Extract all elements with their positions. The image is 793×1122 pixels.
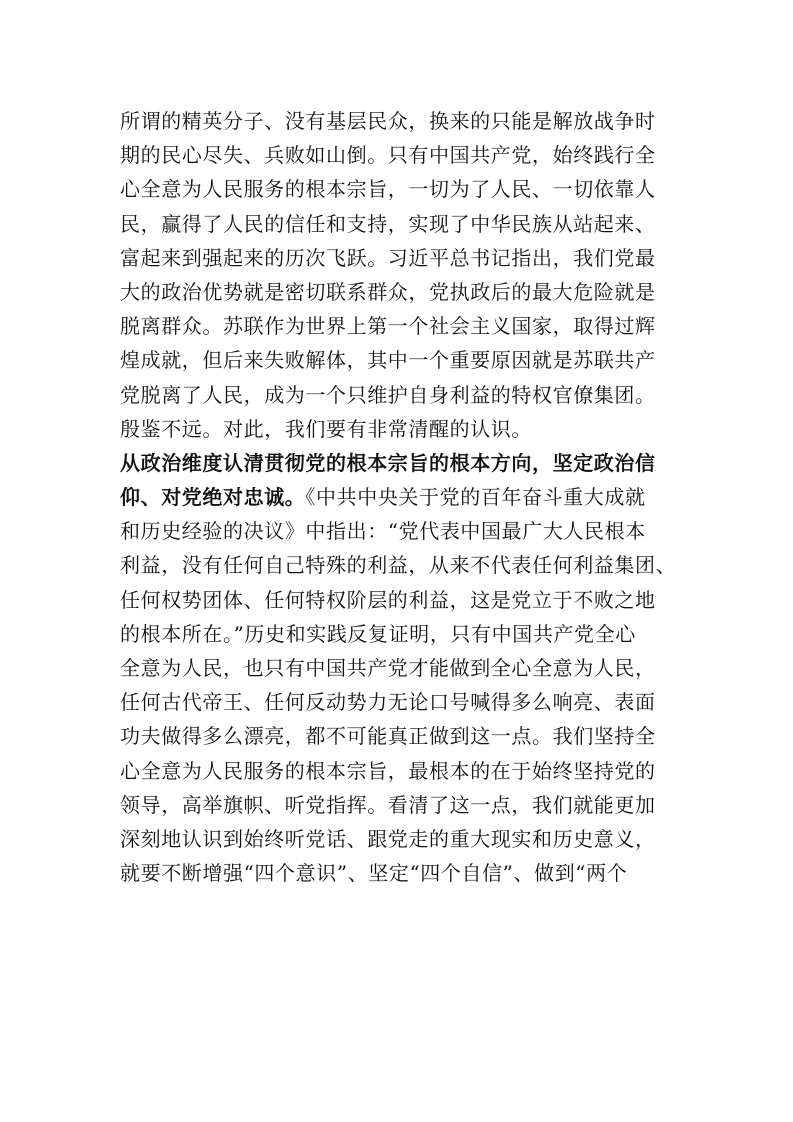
text-span: 所谓的精英分子、没有基层民众，换来的只能是解放战争时 <box>120 109 656 133</box>
text-line <box>120 822 676 856</box>
text-line <box>120 583 676 617</box>
text-line <box>120 685 676 719</box>
text-line <box>120 138 676 172</box>
text-span: 就要不断增强“四个意识”、坚定“四个自信”、做到“两个 <box>120 861 628 886</box>
text-line <box>120 856 676 890</box>
text-line <box>120 617 676 651</box>
text-span: 领导，高举旗帜、听党指挥。看清了这一点，我们就能更加 <box>120 792 656 817</box>
text-line <box>120 309 676 343</box>
text-span: 大的政治优势就是密切联系群众，党执政后的最大危险就是 <box>120 279 656 304</box>
text-span: 富起来到强起来的历次飞跃。习近平总书记指出，我们党最 <box>120 245 656 270</box>
text-line <box>120 241 676 275</box>
section-heading: 仰、对党绝对忠诚。 <box>120 485 306 510</box>
text-line <box>120 207 676 241</box>
text-line <box>120 172 676 206</box>
text-span: 全意为人民，也只有中国共产党才能做到全心全意为人民， <box>120 656 656 680</box>
text-line <box>120 754 676 788</box>
text-span: 深刻地认识到始终听党话、跟党走的重大现实和历史意义， <box>120 826 656 851</box>
section-heading-line <box>120 480 676 514</box>
text-line <box>120 275 676 309</box>
text-span: 心全意为人民服务的根本宗旨，最根本的在于始终坚持党的 <box>120 758 656 783</box>
text-line <box>120 378 676 412</box>
text-span: 民，赢得了人民的信任和支持，实现了中华民族从站起来、 <box>120 211 656 236</box>
text-span: 脱离群众。苏联作为世界上第一个社会主义国家，取得过辉 <box>120 314 656 339</box>
text-line <box>120 651 676 685</box>
text-span: 心全意为人民服务的根本宗旨，一切为了人民、一切依靠人 <box>120 177 656 202</box>
text-span: 期的民心尽失、兵败如山倒。只有中国共产党，始终践行全 <box>120 143 656 168</box>
text-span: 任何权势团体、任何特权阶层的利益，这是党立于不败之地 <box>120 587 656 612</box>
text-line <box>120 548 676 582</box>
text-span: 煌成就，但后来失败解体，其中一个重要原因就是苏联共产 <box>120 348 656 373</box>
text-span: 任何古代帝王、任何反动势力无论口号喊得多么响亮、表面 <box>120 690 656 715</box>
text-span: 功夫做得多么漂亮，都不可能真正做到这一点。我们坚持全 <box>120 724 656 749</box>
text-line <box>120 104 676 138</box>
body-text <box>120 104 676 890</box>
text-line <box>120 788 676 822</box>
text-line <box>120 343 676 377</box>
section-heading-line <box>120 446 676 480</box>
text-span: 党脱离了人民，成为一个只维护自身利益的特权官僚集团。 <box>120 382 656 407</box>
text-span: 《中共中央关于党的百年奋斗重大成就 <box>305 485 646 510</box>
text-line <box>120 719 676 753</box>
text-line <box>120 514 676 548</box>
text-span: 的根本所在。”历史和实践反复证明，只有中国共产党全心 <box>120 621 636 646</box>
text-line <box>120 412 676 446</box>
text-span: 和历史经验的决议》中指出：“党代表中国最广大人民根本 <box>120 519 646 544</box>
text-span: 利益，没有任何自己特殊的利益，从来不代表任何利益集团、 <box>120 553 677 578</box>
text-span: 殷鉴不远。对此，我们要有非常清醒的认识。 <box>120 416 532 441</box>
section-heading: 从政治维度认清贯彻党的根本宗旨的根本方向，坚定政治信 <box>120 450 656 475</box>
